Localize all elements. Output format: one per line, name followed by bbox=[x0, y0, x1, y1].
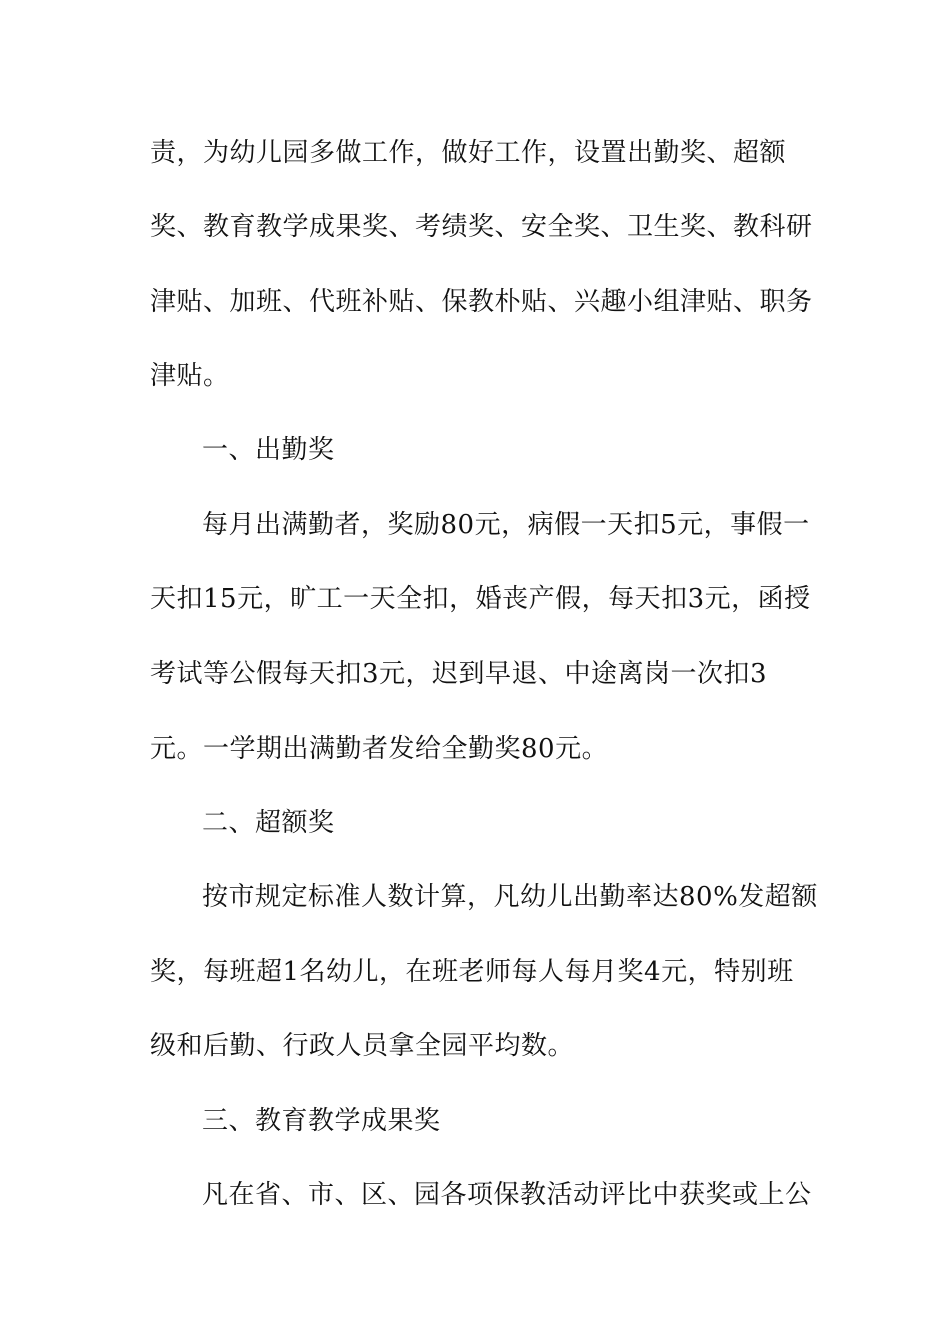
section-heading-attendance: 一、出勤奖 bbox=[202, 435, 335, 465]
paragraph-line: 每月出满勤者，奖励80元，病假一天扣5元，事假一 bbox=[202, 510, 810, 540]
paragraph-line: 凡在省、市、区、园各项保教活动评比中获奖或上公 bbox=[202, 1180, 812, 1210]
paragraph-line: 天扣15元，旷工一天全扣，婚丧产假，每天扣3元，函授 bbox=[150, 584, 811, 614]
paragraph-line: 奖、教育教学成果奖、考绩奖、安全奖、卫生奖、教科研 bbox=[150, 212, 813, 242]
paragraph-line: 津贴。 bbox=[150, 361, 230, 391]
paragraph-line: 级和后勤、行政人员拿全园平均数。 bbox=[150, 1031, 575, 1061]
section-heading-teaching-results: 三、教育教学成果奖 bbox=[202, 1106, 441, 1136]
paragraph-line: 元。一学期出满勤者发给全勤奖80元。 bbox=[150, 734, 609, 764]
paragraph-line: 津贴、加班、代班补贴、保教朴贴、兴趣小组津贴、职务 bbox=[150, 287, 813, 317]
paragraph-line: 按市规定标准人数计算，凡幼儿出勤率达80%发超额 bbox=[202, 882, 818, 912]
section-heading-excess: 二、超额奖 bbox=[202, 808, 335, 838]
paragraph-line: 责，为幼儿园多做工作，做好工作，设置出勤奖、超额 bbox=[150, 138, 787, 168]
paragraph-line: 奖，每班超1名幼儿，在班老师每人每月奖4元，特别班 bbox=[150, 957, 794, 987]
paragraph-line: 考试等公假每天扣3元，迟到早退、中途离岗一次扣3 bbox=[150, 659, 768, 689]
